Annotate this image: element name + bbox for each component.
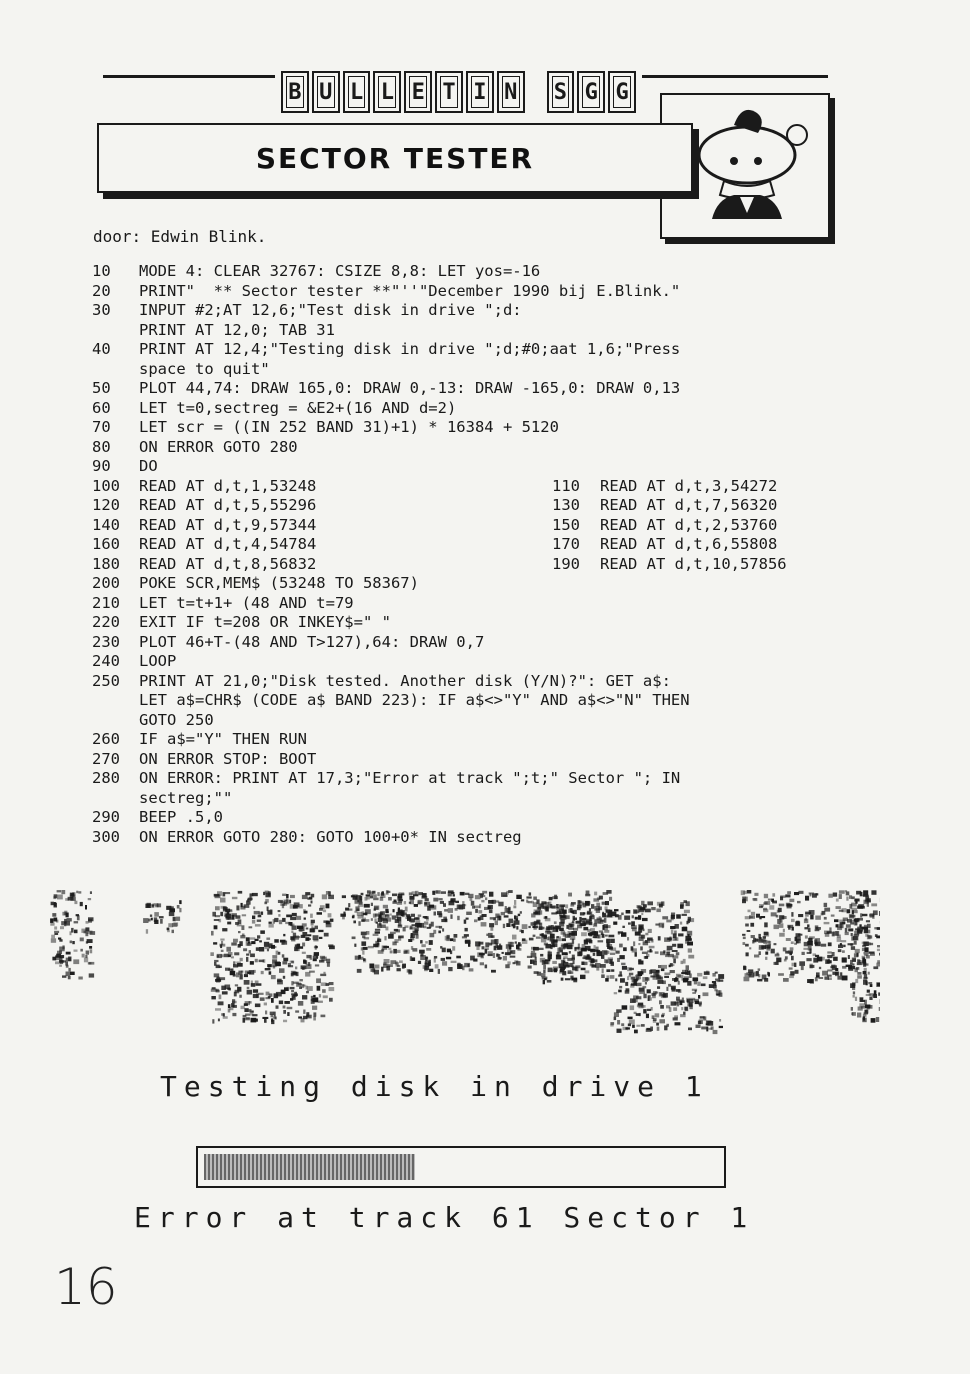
line-number: 20 — [92, 281, 111, 300]
screen-sector-map — [50, 890, 880, 1040]
page-number: 16 — [54, 1258, 118, 1316]
line-number: 60 — [92, 398, 111, 417]
article-title: SECTOR TESTER — [255, 141, 535, 175]
logo-letter: G — [577, 71, 605, 113]
line-number: 50 — [92, 379, 111, 397]
line-code: PLOT 44,74: DRAW 165,0: DRAW 0,-13: DRAW -165,0: DRAW 0,13 — [139, 379, 681, 397]
line-number: 150 — [552, 515, 580, 534]
testing-message: Testing disk in drive 1 — [160, 1070, 709, 1103]
listing-line — [92, 418, 852, 438]
line-number: 210 — [92, 593, 120, 612]
line-code: ON ERROR GOTO 280 — [139, 437, 298, 456]
line-code: BEEP .5,0 — [139, 808, 223, 826]
listing-line — [92, 711, 852, 731]
line-code: READ AT d,t,7,56320 — [600, 496, 778, 514]
line-code: READ AT d,t,6,55808 — [600, 535, 778, 553]
listing-line — [92, 652, 852, 672]
line-code: READ AT d,t,4,54784 — [139, 535, 317, 553]
line-code: PRINT" ** Sector tester **"''"December 1990 bij E.Blink." — [139, 281, 681, 300]
logo-letter: T — [435, 71, 463, 113]
line-code: LET t=t+1+ (48 AND t=79 — [139, 593, 354, 612]
line-number: 10 — [92, 262, 111, 280]
line-code: space to quit" — [139, 359, 270, 378]
line-code: DO — [139, 457, 158, 475]
line-code: READ AT d,t,10,57856 — [600, 554, 787, 573]
logo-letter: G — [608, 71, 636, 113]
error-message: Error at track 61 Sector 1 — [134, 1201, 755, 1234]
line-code: READ AT d,t,9,57344 — [139, 515, 317, 534]
listing-line — [92, 594, 852, 614]
line-code: READ AT d,t,1,53248 — [139, 476, 317, 495]
line-number: 280 — [92, 769, 120, 787]
listing-line — [92, 496, 852, 516]
line-code: POKE SCR,MEM$ (53248 TO 58367) — [139, 574, 419, 592]
listing-line — [92, 730, 852, 750]
listing-line — [92, 516, 852, 536]
line-number: 90 — [92, 457, 111, 475]
line-number: 290 — [92, 808, 120, 826]
listing-line — [92, 301, 852, 321]
listing-line — [92, 808, 852, 828]
line-number: 130 — [552, 496, 580, 514]
line-number: 190 — [552, 554, 580, 573]
line-code: sectreg;"" — [139, 788, 233, 807]
listing-line — [92, 789, 852, 809]
listing-line — [92, 633, 852, 653]
listing-line — [92, 340, 852, 360]
listing-line — [92, 360, 852, 380]
logo-letter: S — [547, 71, 575, 113]
listing-line — [92, 691, 852, 711]
line-code: INPUT #2;AT 12,6;"Test disk in drive ";d: — [139, 301, 522, 319]
line-code: PLOT 46+T-(48 AND T>127),64: DRAW 0,7 — [139, 632, 485, 651]
line-code: ON ERROR: PRINT AT 17,3;"Error at track ";t;" Sector "; IN — [139, 769, 681, 787]
line-number: 140 — [92, 515, 120, 534]
line-code: READ AT d,t,2,53760 — [600, 515, 778, 534]
progress-fill — [204, 1154, 415, 1180]
listing-line — [92, 379, 852, 399]
line-number: 200 — [92, 574, 120, 592]
logo-letter: N — [497, 71, 525, 113]
listing-line — [92, 321, 852, 341]
line-code: GOTO 250 — [139, 710, 214, 729]
listing-line — [92, 438, 852, 458]
basic-listing — [92, 262, 852, 847]
line-number: 240 — [92, 652, 120, 670]
line-number: 180 — [92, 554, 120, 573]
logo-letter: B — [281, 71, 309, 113]
line-number: 160 — [92, 535, 120, 553]
listing-line — [92, 769, 852, 789]
line-number: 260 — [92, 730, 120, 748]
line-code: LET a$=CHR$ (CODE a$ BAND 223): IF a$<>"Y" AND a$<>"N" THEN — [139, 691, 690, 709]
listing-line — [92, 750, 852, 770]
line-number: 70 — [92, 418, 111, 436]
line-code: MODE 4: CLEAR 32767: CSIZE 8,8: LET yos=-16 — [139, 262, 541, 280]
listing-line — [92, 672, 852, 692]
line-code: READ AT d,t,5,55296 — [139, 496, 317, 514]
listing-line — [92, 613, 852, 633]
line-number: 120 — [92, 496, 120, 514]
listing-line — [92, 574, 852, 594]
line-number: 270 — [92, 749, 120, 768]
listing-line — [92, 457, 852, 477]
line-code: EXIT IF t=208 OR INKEY$=" " — [139, 613, 391, 631]
line-number: 250 — [92, 671, 120, 690]
line-number: 300 — [92, 827, 120, 846]
author-line: door: Edwin Blink. — [93, 227, 267, 246]
listing-line — [92, 535, 852, 555]
line-code: READ AT d,t,3,54272 — [600, 476, 778, 495]
line-number: 40 — [92, 340, 111, 358]
listing-line — [92, 262, 852, 282]
listing-line — [92, 477, 852, 497]
line-code: IF a$="Y" THEN RUN — [139, 730, 307, 748]
line-number: 30 — [92, 301, 111, 319]
logo-letter: E — [404, 71, 432, 113]
line-number: 80 — [92, 437, 111, 456]
logo-letter: U — [312, 71, 340, 113]
logo-letter: I — [466, 71, 494, 113]
line-code: PRINT AT 12,0; TAB 31 — [139, 320, 335, 339]
line-code: ON ERROR STOP: BOOT — [139, 749, 317, 768]
line-code: LET t=0,sectreg = &E2+(16 AND d=2) — [139, 398, 457, 417]
line-code: READ AT d,t,8,56832 — [139, 554, 317, 573]
line-number: 110 — [552, 476, 580, 495]
line-number: 100 — [92, 476, 120, 495]
listing-line — [92, 555, 852, 575]
line-code: ON ERROR GOTO 280: GOTO 100+0* IN sectreg — [139, 827, 522, 846]
line-code: PRINT AT 12,4;"Testing disk in drive ";d;#0;aat 1,6;"Press — [139, 340, 681, 358]
listing-line — [92, 828, 852, 848]
listing-line — [92, 399, 852, 419]
line-number: 170 — [552, 535, 580, 553]
logo-letter: L — [343, 71, 371, 113]
progress-bar — [196, 1146, 726, 1188]
line-number: 220 — [92, 613, 120, 631]
line-code: LET scr = ((IN 252 BAND 31)+1) * 16384 + 5120 — [139, 418, 559, 436]
line-code: LOOP — [139, 652, 177, 670]
article-title-box — [97, 123, 693, 193]
logo-letter: L — [373, 71, 401, 113]
bulletin-sgg-logo — [275, 68, 642, 116]
line-number: 230 — [92, 632, 120, 651]
listing-line — [92, 282, 852, 302]
line-code: PRINT AT 21,0;"Disk tested. Another disk (Y/N)?": GET a$: — [139, 671, 671, 690]
